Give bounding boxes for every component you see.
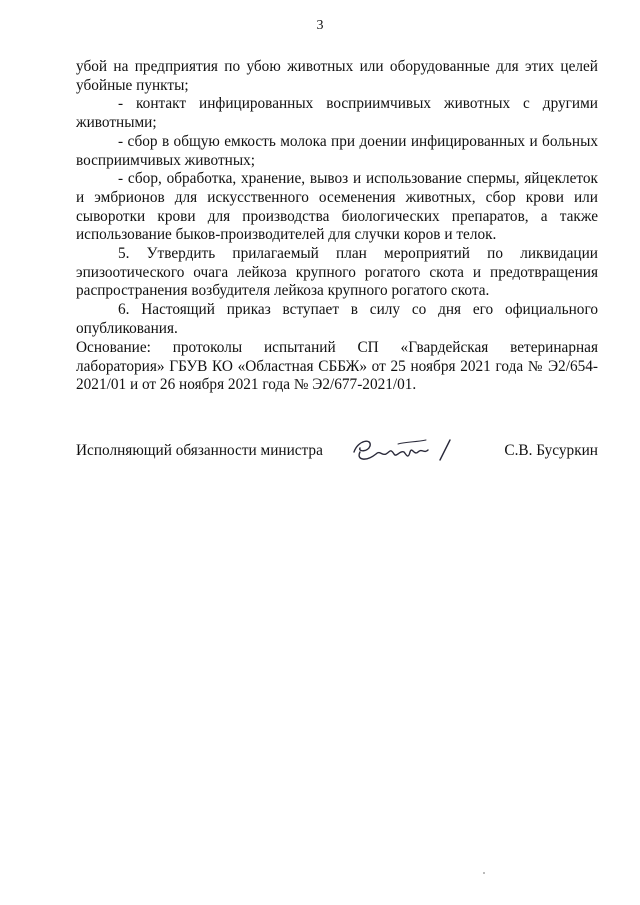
page-number: 3	[316, 18, 324, 33]
paragraph-clause-5: 5. Утвердить прилагаемый план мероприятий по ликвидации эпизоотического очага лейкоза крупного рогатого скота и предотвращения распространения возбудителя лейкоза крупного рогатого скота.	[76, 245, 598, 300]
paragraph-item: - контакт инфицированных восприимчивых животных с другими животными;	[76, 95, 598, 132]
paragraph-item: - сбор, обработка, хранение, вывоз и использование спермы, яйцеклеток и эмбрионов для искусственного осеменения животных, сбор крови или сыворотки крови для производства биологических препаратов, а также использование быков-производителей для случки коров и телок.	[76, 170, 598, 244]
paragraph-item: - сбор в общую емкость молока при доении инфицированных и больных восприимчивых животных;	[76, 132, 598, 169]
signer-name: С.В. Бусуркин	[504, 442, 598, 459]
paragraph-continuation: убой на предприятия по убою животных или оборудованные для этих целей убойные пункты;	[76, 58, 598, 94]
signature-block	[76, 436, 598, 476]
handwritten-signature	[346, 430, 476, 470]
basis-statement: Основание: протоколы испытаний СП «Гвардейская ветеринарная лаборатория» ГБУВ КО «Областная СББЖ» от 25 ноября 2021 года № Э2/654-2021/01 и от 26 ноября 2021 года № Э2/677-2021/01.	[76, 339, 598, 394]
document-body	[76, 58, 598, 339]
scan-speck	[483, 872, 485, 874]
signer-title: Исполняющий обязанности министра	[76, 442, 323, 459]
paragraph-clause-6: 6. Настоящий приказ вступает в силу со дня его официального опубликования.	[76, 301, 598, 337]
